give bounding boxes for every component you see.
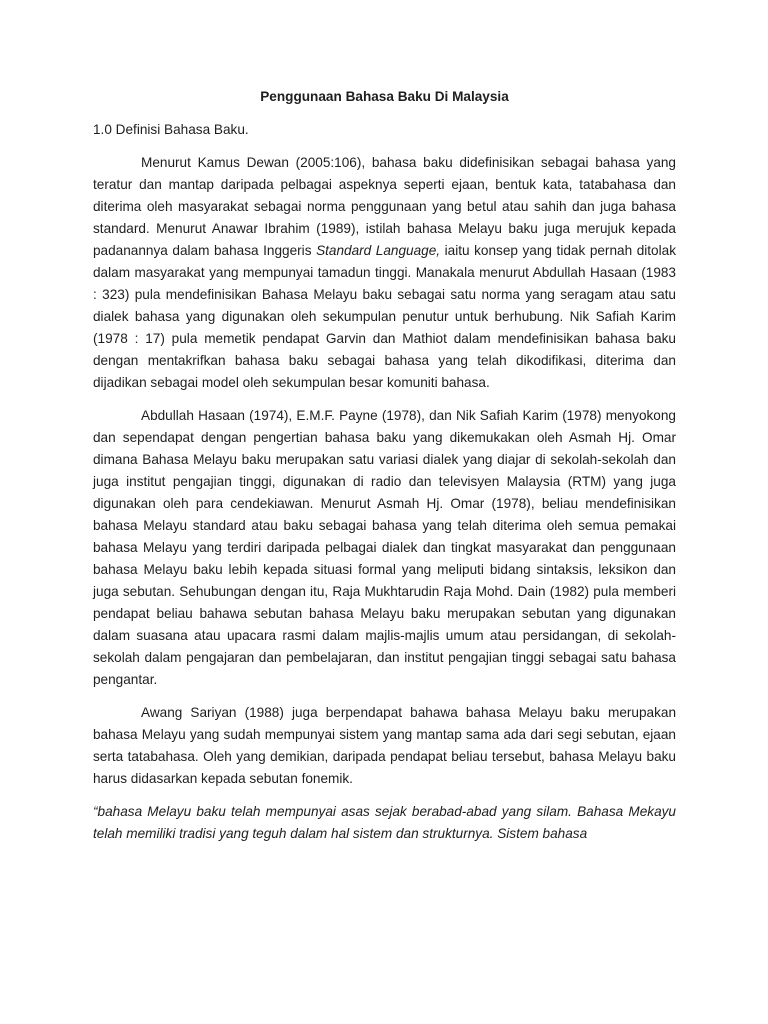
quotation: “bahasa Melayu baku telah mempunyai asas sejak berabad-abad yang silam. Bahasa Mekayu telah memiliki tradisi yang teguh dalam hal sistem dan strukturnya. Sistem bahasa <box>93 804 676 841</box>
paragraph-1-text-start: Menurut Kamus Dewan (2005:106), bahasa baku didefinisikan sebagai bahasa yang teratur dan mantap daripada pelbagai aspeknya seperti ejaan, bentuk kata, tatabahasa dan diterima oleh masyarakat sebagai norma penggunaan yang betul atau sahih dan juga bahasa standard. Menurut Anawar Ibrahim (1989), istilah bahasa Melayu baku juga merujuk kepada padanannya dalam bahasa Inggeris <box>93 155 676 258</box>
paragraph-3: Awang Sariyan (1988) juga berpendapat bahawa bahasa Melayu baku merupakan bahasa Melayu yang sudah mempunyai sistem yang mantap sama ada dari segi sebutan, ejaan serta tatabahasa. Oleh yang demikian, daripada pendapat beliau tersebut, bahasa Melayu baku harus didasarkan kepada sebutan fonemik. <box>93 705 676 786</box>
document-body <box>93 86 676 845</box>
document-title: Penggunaan Bahasa Baku Di Malaysia <box>260 89 509 104</box>
paragraph-1 <box>93 152 676 394</box>
paragraph-1-text-end: iaitu konsep yang tidak pernah ditolak dalam masyarakat yang mempunyai tamadun tinggi. Manakala menurut Abdullah Hasaan (1983 : 323) pula mendefinisikan Bahasa Melayu baku sebagai satu norma yang seragam atau satu dialek bahasa yang digunakan oleh sekumpulan penutur untuk berhubung. Nik Safiah Karim (1978 : 17) pula memetik pendapat Garvin dan Mathiot dalam mendefinisikan bahasa baku dengan mentakrifkan bahasa baku sebagai bahasa yang telah dikodifikasi, diterima dan dijadikan sebagai model oleh sekumpulan besar komuniti bahasa. <box>93 243 676 390</box>
paragraph-1-italic-term: Standard Language, <box>316 243 441 258</box>
section-heading: 1.0 Definisi Bahasa Baku. <box>93 122 249 137</box>
paragraph-2: Abdullah Hasaan (1974), E.M.F. Payne (1978), dan Nik Safiah Karim (1978) menyokong dan sependapat dengan pengertian bahasa baku yang dikemukakan oleh Asmah Hj. Omar dimana Bahasa Melayu baku merupakan satu variasi dialek yang diajar di sekolah-sekolah dan juga institut pengajian tinggi, digunakan di radio dan televisyen Malaysia (RTM) yang juga digunakan oleh para cendekiawan. Menurut Asmah Hj. Omar (1978), beliau mendefinisikan bahasa Melayu standard atau baku sebagai bahasa yang telah diterima oleh semua pemakai bahasa Melayu yang terdiri daripada pelbagai dialek dan tingkat masyarakat dan penggunaan bahasa Melayu baku lebih kepada situasi formal yang meliputi bidang sintaksis, leksikon dan juga sebutan. Sehubungan dengan itu, Raja Mukhtarudin Raja Mohd. Dain (1982) pula memberi pendapat beliau bahawa sebutan bahasa Melayu baku merupakan sebutan yang digunakan dalam suasana atau upacara rasmi dalam majlis-majlis umum atau persidangan, di sekolah-sekolah dalam pengajaran dan pembelajaran, dan institut pengajian tinggi sebagai satu bahasa pengantar. <box>93 408 676 687</box>
